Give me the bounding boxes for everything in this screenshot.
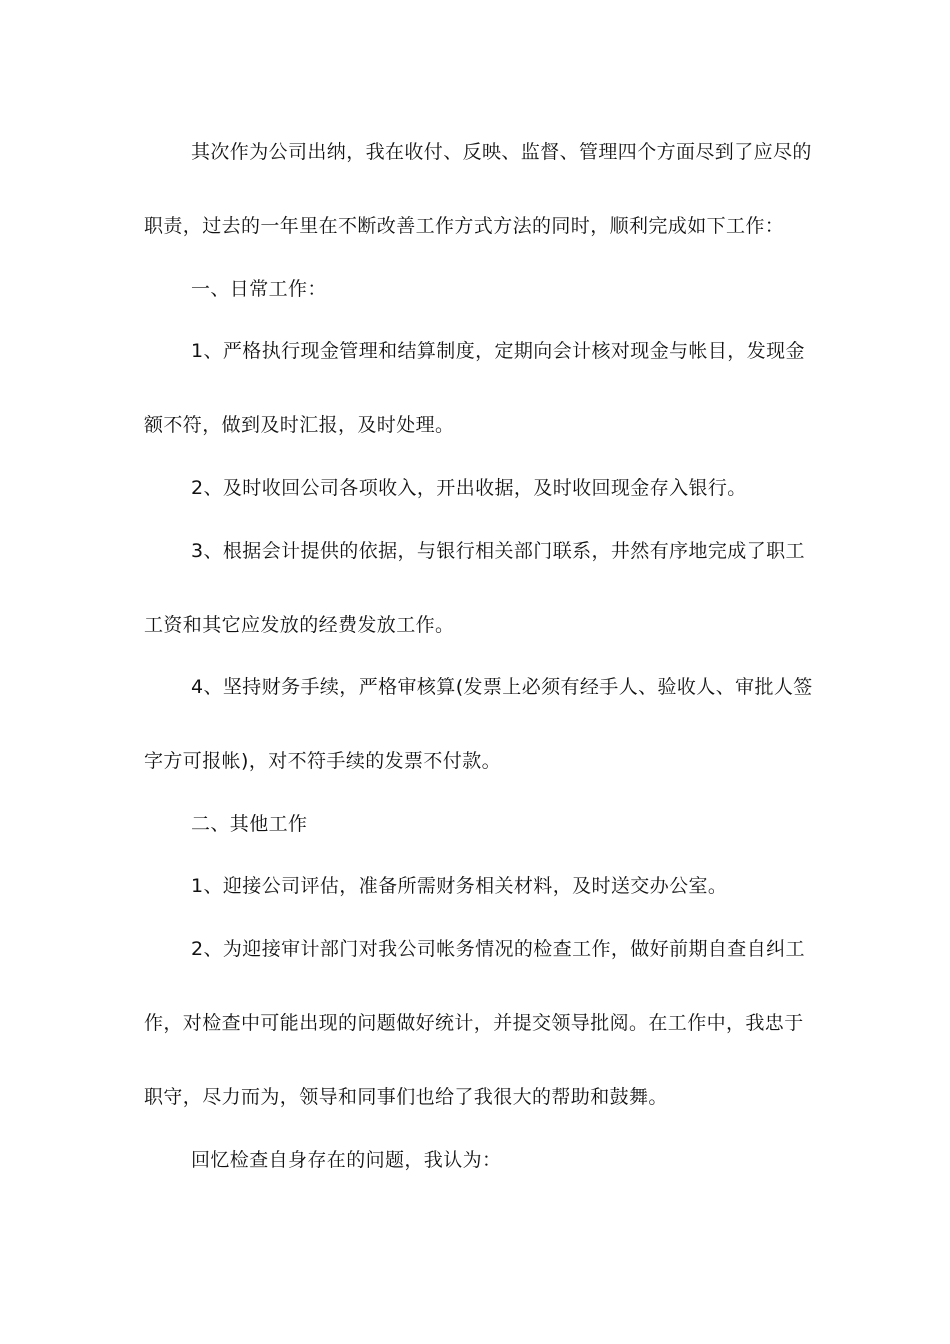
- paragraph-line: 2、及时收回公司各项收入，开出收据，及时收回现金存入银行。: [191, 477, 747, 499]
- paragraph-line: 额不符，做到及时汇报，及时处理。: [144, 414, 455, 436]
- paragraph-line: 4、坚持财务手续，严格审核算(发票上必须有经手人、验收人、审批人签: [191, 676, 813, 698]
- paragraph-line: 职责，过去的一年里在不断改善工作方式方法的同时，顺利完成如下工作：: [144, 215, 785, 237]
- paragraph-line: 其次作为公司出纳，我在收付、反映、监督、管理四个方面尽到了应尽的: [191, 141, 812, 163]
- section-heading: 一、日常工作：: [191, 278, 327, 300]
- paragraph-line: 1、严格执行现金管理和结算制度，定期向会计核对现金与帐目，发现金: [191, 340, 805, 362]
- paragraph-line: 2、为迎接审计部门对我公司帐务情况的检查工作，做好前期自查自纠工: [191, 938, 805, 960]
- paragraph-line: 1、迎接公司评估，准备所需财务相关材料，及时送交办公室。: [191, 875, 728, 897]
- paragraph-line: 回忆检查自身存在的问题，我认为：: [191, 1149, 502, 1171]
- paragraph-line: 字方可报帐)，对不符手续的发票不付款。: [144, 750, 502, 772]
- paragraph-line: 作，对检查中可能出现的问题做好统计，并提交领导批阅。在工作中，我忠于: [144, 1012, 804, 1034]
- paragraph-line: 职守，尽力而为，领导和同事们也给了我很大的帮助和鼓舞。: [144, 1086, 668, 1108]
- paragraph-line: 工资和其它应发放的经费发放工作。: [144, 614, 455, 636]
- section-heading: 二、其他工作: [191, 813, 308, 835]
- paragraph-line: 3、根据会计提供的依据，与银行相关部门联系，井然有序地完成了职工: [191, 540, 805, 562]
